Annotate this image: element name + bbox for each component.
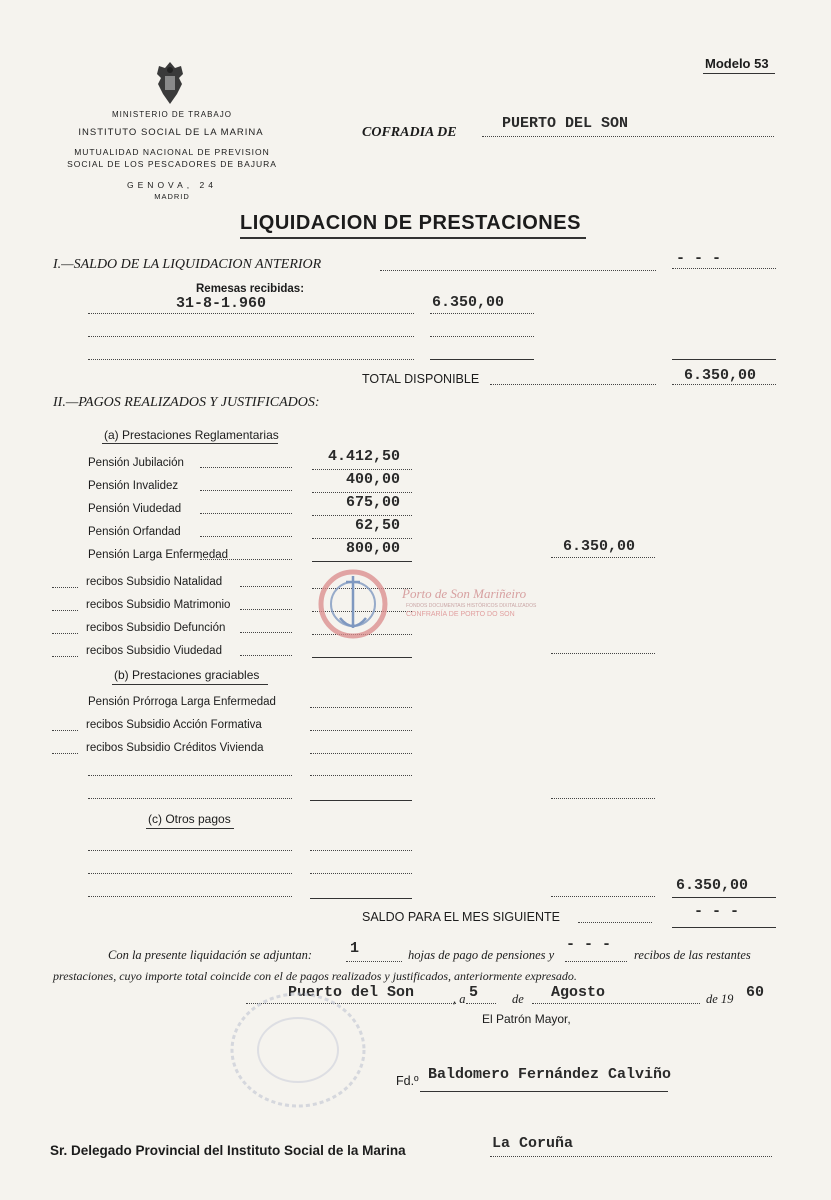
subsection-b-underline (112, 684, 268, 685)
de-label: de (512, 992, 524, 1006)
official-seal (228, 990, 368, 1113)
saldo-label: SALDO PARA EL MES SIGUIENTE (362, 910, 560, 924)
prestacion-row-value: 62,50 (354, 517, 400, 534)
prestacion-row-amount-line (312, 538, 412, 539)
month-value: Agosto (551, 984, 606, 1001)
prestacion-row-label: recibos Subsidio Natalidad (86, 576, 223, 588)
month-line (532, 1003, 700, 1004)
prestacion-row-leader (200, 513, 292, 514)
saldo-dots (578, 922, 652, 923)
prestacion-row-value: 400,00 (345, 471, 400, 488)
year-prefix: de 19 (706, 992, 734, 1006)
cofradia-label: COFRADIA DE (362, 125, 457, 140)
signature-line (420, 1091, 668, 1092)
subsection-c-underline (146, 828, 234, 829)
section1-dots (380, 270, 656, 271)
closing-line-2: prestaciones, cuyo importe total coincide con el de pagos realizados y justificados, anteriormente expresado. (53, 969, 577, 983)
graciable-row-amount-line (310, 730, 412, 731)
otros-line-1 (88, 850, 292, 851)
subsection-a-underline (102, 443, 278, 444)
subtotal-a-value: 6.350,00 (563, 538, 636, 555)
graciables-blank-line-2 (88, 798, 292, 799)
fdo-label: Fd.º (396, 1074, 419, 1088)
remesa-amount: 6.350,00 (432, 294, 505, 311)
prestacion-row-leader (200, 559, 292, 560)
cofradia-value: PUERTO DEL SON (502, 115, 629, 132)
prestacion-row-label: recibos Subsidio Defunción (86, 622, 226, 634)
address-line-2: MADRID (154, 192, 190, 201)
section1-value: - - - (676, 250, 722, 267)
prestacion-row-leader (240, 632, 292, 633)
model-underline (703, 73, 775, 74)
stamp-line-1: Porto de Son Mariñeiro (402, 586, 527, 601)
prestacion-row-value: 675,00 (345, 494, 400, 511)
remesa-amount-line-3 (430, 359, 534, 360)
otros-amount-2 (310, 873, 412, 874)
section2-label: II.—PAGOS REALIZADOS Y JUSTIFICADOS: (53, 395, 320, 410)
graciable-row-label: Pensión Prórroga Larga Enfermedad (88, 696, 276, 708)
prestacion-row-leader (240, 609, 292, 610)
hojas-count: 1 (350, 940, 360, 957)
prestacion-row-label: Pensión Larga Enfermedad (88, 549, 229, 561)
stamp-line-3: CONFRARÍA DE PORTO DO SON (406, 611, 515, 618)
row-count-line (52, 610, 78, 611)
institute-label: INSTITUTO SOCIAL DE LA MARINA (78, 127, 264, 138)
day-value: 5 (469, 984, 479, 1001)
remesa-line-1 (88, 313, 414, 314)
section1-label: I.—SALDO DE LA LIQUIDACION ANTERIOR (53, 257, 322, 272)
footer-label: Sr. Delegado Provincial del Instituto Social de la Marina (50, 1143, 406, 1158)
model-number: Modelo 53 (705, 56, 769, 71)
subsection-c-label: (c) Otros pagos (148, 812, 231, 826)
mutual-line-1: MUTUALIDAD NACIONAL DE PREVISION (74, 147, 270, 157)
row-count-line (52, 633, 78, 634)
otros-line-3 (88, 896, 292, 897)
total-disponible-dots (490, 384, 656, 385)
row-count-line (52, 753, 78, 754)
prestacion-row-amount-line (312, 469, 412, 470)
title-underline (240, 237, 586, 239)
address-line-1: GENOVA, 24 (127, 180, 217, 190)
remesa-line-3 (88, 359, 414, 360)
prestacion-row-label: Pensión Orfandad (88, 526, 181, 538)
cofradia-line (482, 136, 774, 137)
total-paid-value: 6.350,00 (676, 877, 749, 894)
total-rule (672, 359, 776, 360)
section1-value-line (672, 268, 776, 269)
footer-line (490, 1156, 772, 1157)
place-value: Puerto del Son (288, 984, 415, 1001)
remesa-amount-line-1 (430, 313, 534, 314)
remesa-amount-line-2 (430, 336, 534, 337)
prestacion-row-leader (200, 536, 292, 537)
prestacion-row-leader (240, 655, 292, 656)
graciable-row-label: recibos Subsidio Créditos Vivienda (86, 742, 264, 754)
day-line (466, 1003, 496, 1004)
prestacion-row-value: 4.412,50 (327, 448, 400, 465)
saldo-value: - - - (694, 903, 740, 920)
subsection-b-label: (b) Prestaciones graciables (114, 668, 260, 682)
hojas-count-line (346, 961, 402, 962)
graciables-blank-amount-2 (310, 800, 412, 801)
otros-line-2 (88, 873, 292, 874)
total-paid-line (672, 897, 776, 898)
row-count-line (52, 730, 78, 731)
stamp-line-2: FONDOS DOCUMENTAIS HISTÓRICOS DIXITALIZADOS (406, 603, 537, 609)
recibos-count-line (565, 961, 627, 962)
otros-amount-3 (310, 898, 412, 899)
year-suffix: 60 (746, 984, 765, 1001)
prestacion-row-label: recibos Subsidio Matrimonio (86, 599, 231, 611)
graciable-row-amount-line (310, 753, 412, 754)
total-disponible-line (672, 384, 776, 385)
subtotal-a-bottom-line (551, 653, 655, 654)
prestacion-row-amount-line (312, 657, 412, 658)
remesa-line-2 (88, 336, 414, 337)
remesa-date: 31-8-1.960 (176, 295, 267, 312)
signature-value: Baldomero Fernández Calviño (428, 1066, 672, 1083)
row-count-line (52, 656, 78, 657)
graciables-blank-line-1 (88, 775, 292, 776)
recibos-count: - - - (566, 936, 612, 953)
otros-subtotal-line (551, 896, 655, 897)
coat-of-arms-icon (153, 60, 187, 109)
prestacion-row-leader (200, 467, 292, 468)
otros-amount-1 (310, 850, 412, 851)
saldo-line (672, 927, 776, 928)
subsection-a-label: (a) Prestaciones Reglamentarias (104, 428, 279, 442)
remesas-label: Remesas recibidas: (196, 283, 305, 295)
prestacion-row-value: 800,00 (345, 540, 400, 557)
archive-stamp (318, 562, 388, 649)
a-label: , a (453, 992, 466, 1006)
document-title: LIQUIDACION DE PRESTACIONES (240, 212, 581, 234)
closing-prefix: Con la presente liquidación se adjuntan: (108, 948, 313, 962)
graciable-row-amount-line (310, 707, 412, 708)
mutual-line-2: SOCIAL DE LOS PESCADORES DE BAJURA (67, 159, 277, 169)
total-disponible-label: TOTAL DISPONIBLE (362, 372, 480, 386)
prestacion-row-amount-line (312, 492, 412, 493)
prestacion-row-label: Pensión Jubilación (88, 457, 184, 469)
closing-middle: hojas de pago de pensiones y (408, 948, 555, 962)
total-disponible-value: 6.350,00 (684, 367, 757, 384)
closing-suffix: recibos de las restantes (634, 948, 751, 962)
signer-title: El Patrón Mayor, (482, 1012, 571, 1026)
prestacion-row-label: Pensión Invalidez (88, 480, 179, 492)
prestacion-row-leader (240, 586, 292, 587)
prestacion-row-amount-line (312, 515, 412, 516)
subtotal-b-line (551, 798, 655, 799)
ministry-label: MINISTERIO DE TRABAJO (112, 110, 232, 119)
prestacion-row-leader (200, 490, 292, 491)
prestacion-row-label: recibos Subsidio Viudedad (86, 645, 222, 657)
subtotal-a-line (551, 557, 655, 558)
footer-value: La Coruña (492, 1135, 574, 1152)
row-count-line (52, 587, 78, 588)
prestacion-row-label: Pensión Viudedad (88, 503, 182, 515)
graciables-blank-amount-1 (310, 775, 412, 776)
graciable-row-label: recibos Subsidio Acción Formativa (86, 719, 262, 731)
